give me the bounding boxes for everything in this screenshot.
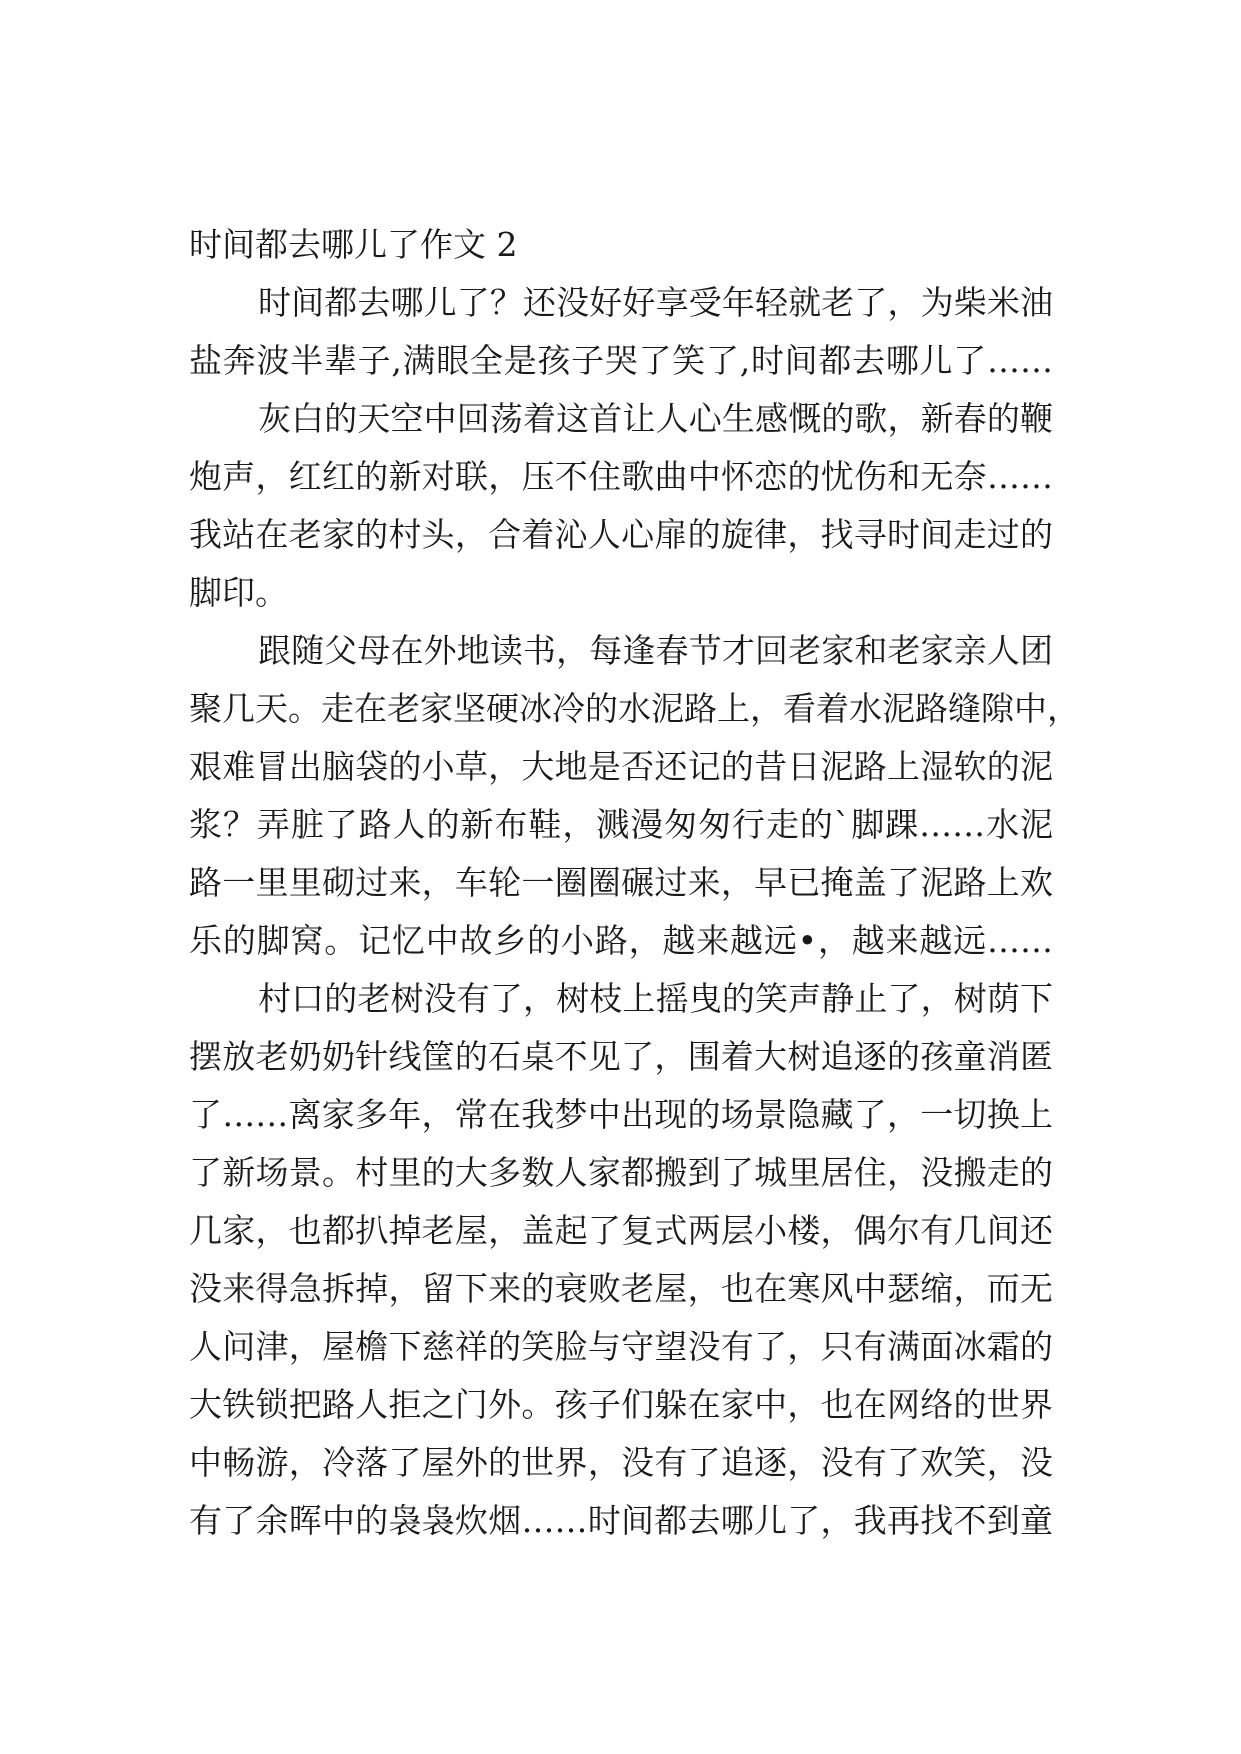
paragraph-line: 路一里里砌过来，车轮一圈圈碾过来，早已掩盖了泥路上欢 — [189, 863, 1053, 902]
paragraph-line: 跟随父母在外地读书，每逢春节才回老家和老家亲人团 — [258, 631, 1053, 670]
paragraph-line: 浆？弄脏了路人的新布鞋，溅漫匆匆行走的`脚踝……水泥 — [189, 805, 1053, 844]
paragraph-line: 时间都去哪儿了？还没好好享受年轻就老了，为柴米油 — [258, 283, 1053, 322]
paragraph-line: 脚印。 — [189, 573, 288, 612]
paragraph-line: 村口的老树没有了，树枝上摇曳的笑声静止了，树荫下 — [258, 979, 1053, 1018]
paragraph-line: 几家，也都扒掉老屋，盖起了复式两层小楼，偶尔有几间还 — [189, 1211, 1053, 1250]
paragraph-line: 我站在老家的村头，合着沁人心扉的旋律，找寻时间走过的 — [189, 515, 1053, 554]
paragraph-line: 有了余晖中的袅袅炊烟……时间都去哪儿了，我再找不到童 — [189, 1501, 1053, 1540]
paragraph-line: 灰白的天空中回荡着这首让人心生感慨的歌，新春的鞭 — [258, 399, 1053, 438]
paragraph-line: 聚几天。走在老家坚硬冰冷的水泥路上，看着水泥路缝隙中， — [189, 689, 1080, 728]
paragraph-line: 摆放老奶奶针线筐的石桌不见了，围着大树追逐的孩童消匿 — [189, 1037, 1053, 1076]
paragraph-line: 没来得急拆掉，留下来的衰败老屋，也在寒风中瑟缩，而无 — [189, 1269, 1053, 1308]
paragraph-line: 乐的脚窝。记忆中故乡的小路，越来越远•，越来越远…… — [189, 921, 1053, 960]
paragraph-line: 盐奔波半辈子,满眼全是孩子哭了笑了,时间都去哪儿了…… — [189, 341, 1053, 380]
paragraph-line: 大铁锁把路人拒之门外。孩子们躲在家中，也在网络的世界 — [189, 1385, 1053, 1424]
paragraph-line: 了新场景。村里的大多数人家都搬到了城里居住，没搬走的 — [189, 1153, 1053, 1192]
document-title: 时间都去哪儿了作文 2 — [189, 225, 518, 264]
paragraph-line: 人问津，屋檐下慈祥的笑脸与守望没有了，只有满面冰霜的 — [189, 1327, 1053, 1366]
paragraph-line: 中畅游，冷落了屋外的世界，没有了追逐，没有了欢笑，没 — [189, 1443, 1053, 1482]
paragraph-line: 炮声，红红的新对联，压不住歌曲中怀恋的忧伤和无奈…… — [189, 457, 1053, 496]
paragraph-line: 了……离家多年，常在我梦中出现的场景隐藏了，一切换上 — [189, 1095, 1053, 1134]
paragraph-line: 艰难冒出脑袋的小草，大地是否还记的昔日泥路上湿软的泥 — [189, 747, 1053, 786]
